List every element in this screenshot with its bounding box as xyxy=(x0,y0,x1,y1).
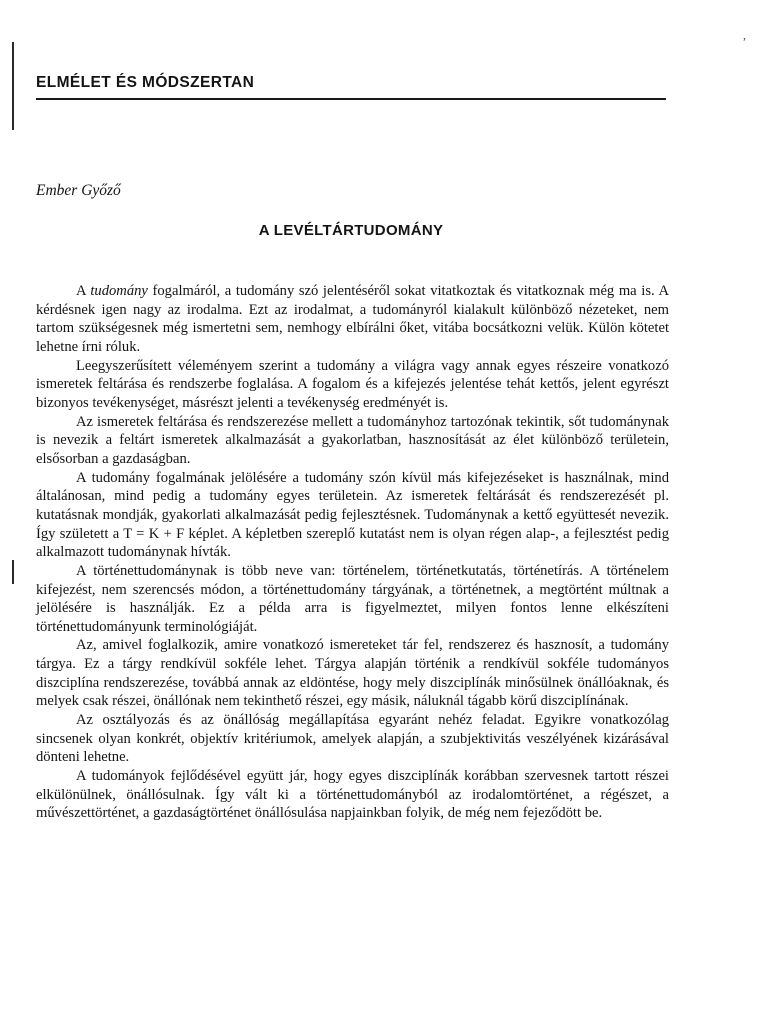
paragraph-2: Leegyszerűsített véleményem szerint a tudomány a világra vagy annak egyes részeire vonatkozó ismeretek feltárása és rendszerbe foglalása. A fogalom és a kifejezés jelentése tehát kettős, jelent egyrészt bizonyos tevékenységet, másrészt jelenti a tevékenység eredményét is. xyxy=(36,357,669,411)
paragraph-8: A tudományok fejlődésével együtt jár, hogy egyes diszciplínák korábban szervesnek tartott részei elkülönülnek, önállósulnak. Így vált ki a történettudományból az irodalomtörténet, a régészet, a művészettörténet, a gazdaságtörténet önállósulása napjainkban folyik, de még nem fejeződött be. xyxy=(36,768,669,822)
paragraph-1-rest: fogalmáról, a tudomány szó jelentéséről sokat vitatkoztak és vitatkoznak még ma is. A kérdésnek igen nagy az irodalma. Ezt az irodalmat, a tudományról kialakult különböző nézeteket, nem tartom szükségesnek még ismertetni sem, nemhogy elbírálni őket, vitába bocsátkozni velük. Külön kötetet lehetne írni róluk. xyxy=(36,283,669,355)
left-margin-mark xyxy=(12,560,14,584)
paragraph-7: Az osztályozás és az önállóság megállapítása egyaránt nehéz feladat. Egyikre vonatkozólag sincsenek olyan konkrét, objektív kritériumok, amelyek alapján, a szubjektivitás veszélyének kizárásával dönteni lehetne. xyxy=(36,712,669,766)
emphasized-term: tudomány xyxy=(90,283,148,299)
section-header xyxy=(36,72,666,100)
paragraph-5: A történettudománynak is több neve van: történelem, történetkutatás, történetírás. A történelem kifejezést, nem szerencsés módon, a történettudomány tárgyának, a történetnek, a megtörtént múltnak a jelölésére is használják. Ez a példa arra is figyelmeztet, milyen fontos lenne elkészíteni történettudományunk terminológiáját. xyxy=(36,562,669,635)
article-body xyxy=(36,282,669,823)
paragraph-1-start: A xyxy=(76,283,91,299)
section-title: ELMÉLET ÉS MÓDSZERTAN xyxy=(36,74,255,91)
article-title: A LEVÉLTÁRTUDOMÁNY xyxy=(258,222,444,239)
left-margin-rule xyxy=(12,42,14,130)
author-name: Ember Győző xyxy=(36,182,121,199)
paragraph-3: Az ismeretek feltárása és rendszerezése mellett a tudományhoz tartozónak tekintik, sőt tudománynak is nevezik a feltárt ismeretek alkalmazását a gyakorlatban, hasznosítását az élet különböző területein, elsősorban a gazdaságban. xyxy=(36,413,669,467)
paragraph-6: Az, amivel foglalkozik, amire vonatkozó ismereteket tár fel, rendszerez és hasznosít, a tudomány tárgya. Ez a tárgy rendkívül sokféle lehet. Tárgya alapján történik a rendkívül sokféle tudományos diszciplína rendszerezése, továbbá annak az eldöntése, hogy mely diszciplínák minősülnek önállóaknak, és melyek csak részei, önállónak nem tekinthető részei, egy másik, náluknál tágabb körű diszciplínának. xyxy=(36,637,669,710)
paragraph-4: A tudomány fogalmának jelölésére a tudomány szón kívül más kifejezéseket is használnak, mind általánosan, mind pedig a tudomány egyes területein. Az ismeretek feltárását és rendszerezését pl. kutatásnak mondják, gyakorlati alkalmazását pedig fejlesztésnek. Tudománynak a kettő együttesét nevezik. Így született a T = K + F képlet. A képletben szereplő kutatást nem is olyan régen alap-, a fejlesztést pedig alkalmazott tudománynak hívták. xyxy=(36,469,669,561)
corner-mark: , xyxy=(743,28,746,42)
paragraph-1 xyxy=(36,282,669,357)
